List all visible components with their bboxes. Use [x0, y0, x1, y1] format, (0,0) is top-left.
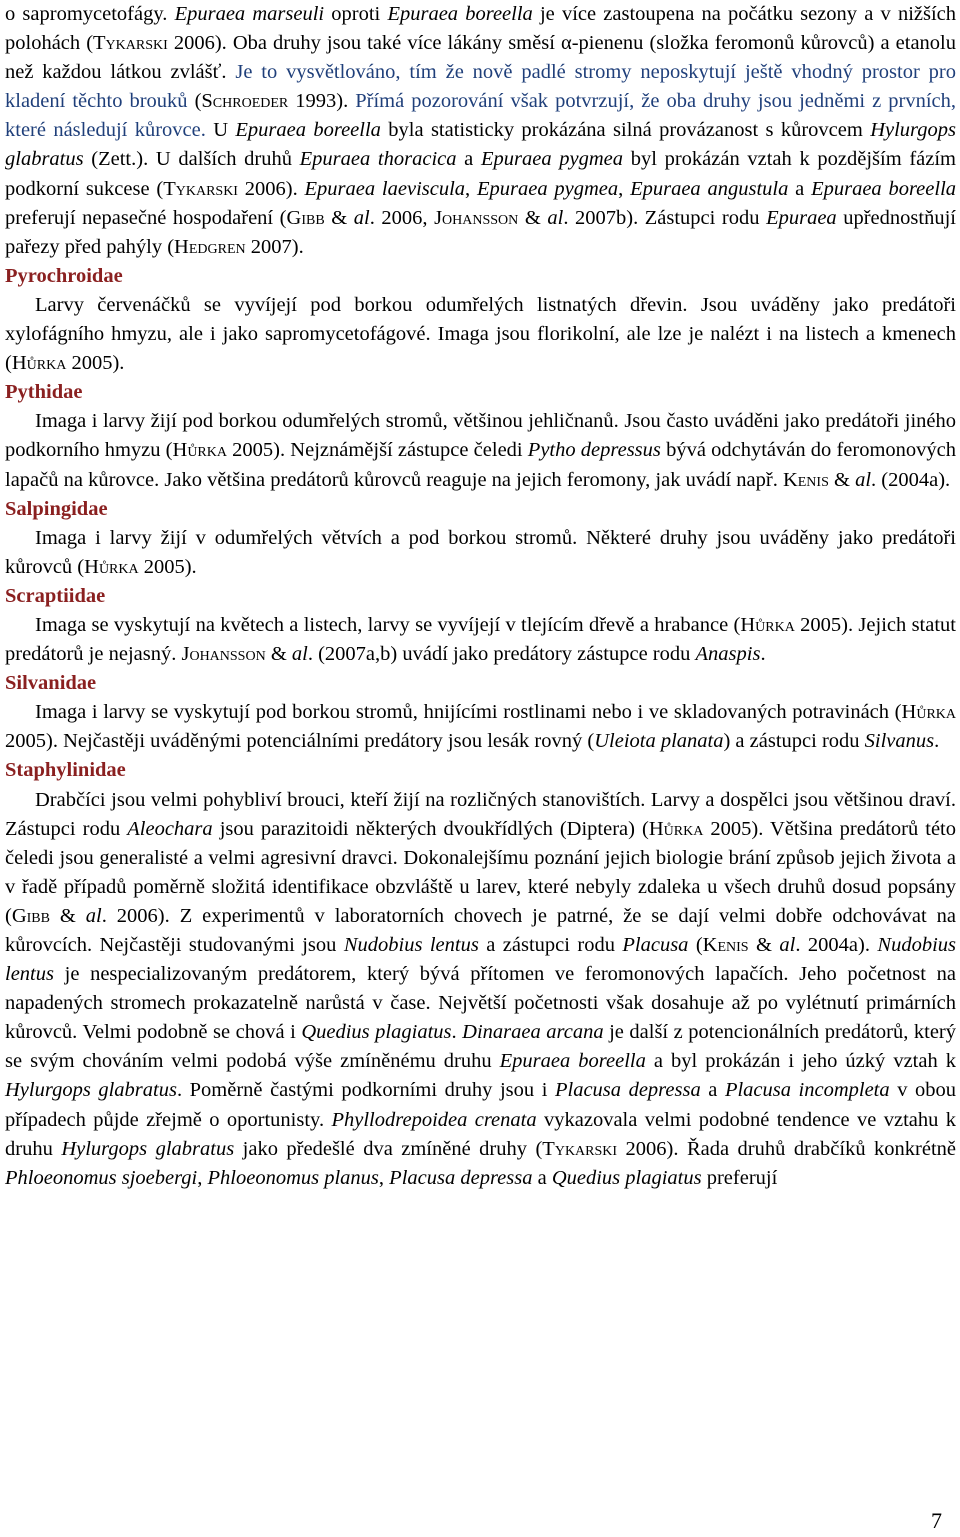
heading-staphylinidae: Staphylinidae [5, 759, 126, 782]
paragraph-scraptiidae: Imaga se vyskytují na květech a listech, larvy se vyvíjejí v tlejícím dřevě a hrabance (Hůrka 2005). Jejich statut predátorů je nejasný. Johansson & al. (2007a,b) uvádí jako predátory zástupce rodu Anaspis. [5, 613, 956, 666]
heading-salpingidae: Salpingidae [5, 497, 108, 520]
page-number: 7 [931, 1508, 942, 1533]
paragraph-intro: o sapromycetofágy. Epuraea marseuli oproti Epuraea boreella je více zastoupena na počátku sezony a v nižších polohách (Tykarski 2006). Oba druhy jsou také více lákány směsí α-pienenu (složka feromonů kůrovců) a etanolu než každou látkou zvlášť. Je to vysvětlováno, tím že nově padlé stromy neposkytují ještě vhodný prostor pro kladení těchto brouků (Schroeder 1993). Přímá pozorování však potvrzují, že oba druhy jsou jedněmi z prvních, které následují kůrovce. U Epuraea boreella byla statisticky prokázána silná provázanost s kůrovcem Hylurgops glabratus (Zett.). U dalších druhů Epuraea thoracica a Epuraea pygmea byl prokázán vztah k pozdějším fázím podkorní sukcese (Tykarski 2006). Epuraea laeviscula, Epuraea pygmea, Epuraea angustula a Epuraea boreella preferují nepasečné hospodaření (Gibb & al. 2006, Johansson & al. 2007b). Zástupci rodu Epuraea upřednostňují pařezy před pahýly (Hedgren 2007). [5, 3, 957, 258]
paragraph-staphylinidae: Drabčíci jsou velmi pohybliví brouci, kteří žijí na rozličných stanovištích. Larvy a dospělci jsou většinou draví. Zástupci rodu Aleochara jsou parazitoidi některých dvoukřídlých (Diptera) (Hůrka 2005). Většina predátorů této čeledi jsou generalisté a velmi agresivní dravci. Dokonalejšímu poznání jejich biologie brání způsob jejich života a v řadě případů poměrně složitá identifikace obzvláště u larev, které nebyly zdaleka u všech druhů dosud popsány (Gibb & al. 2006). Z experimentů v laboratorních chovech je patrné, že se dají velmi dobře odchovávat na kůrovcích. Nejčastěji studovanými jsou Nudobius lentus a zástupci rodu Placusa (Kenis & al. 2004a). Nudobius lentus je nespecializovaným predátorem, který bývá přítomen ve feromonových lapačích. Jeho početnost na napadených stromech prokazatelně narůstá v čase. Největší početnosti však dosahuje až po vylétnutí primárních kůrovců. Velmi podobně se chová i Quedius plagiatus. Dinaraea arcana je další z potencionálních predátorů, který se svým chováním velmi podobá výše zmíněnému druhu Epuraea boreella a byl prokázán i jeho úzký vztah k Hylurgops glabratus. Poměrně častými podkorními druhy jsou i Placusa depressa a Placusa incompleta v obou případech půjde zřejmě o oportunisty. Phyllodrepoidea crenata vykazovala velmi podobné tendence ve vztahu k druhu Hylurgops glabratus jako předešlé dva zmíněné druhy (Tykarski 2006). Řada druhů drabčíků konkrétně Phloeonomus sjoebergi, Phloeonomus planus, Placusa depressa a Quedius plagiatus preferují [5, 788, 957, 1189]
document-body [5, 0, 956, 1193]
heading-pyrochroidae: Pyrochroidae [5, 264, 123, 287]
heading-pythidae: Pythidae [5, 381, 83, 404]
paragraph-silvanidae: Imaga i larvy se vyskytují pod borkou stromů, hnijícími rostlinami nebo i ve skladovaných potravinách (Hůrka 2005). Nejčastěji uváděnými potenciálními predátory jsou lesák rovný (Uleiota planata) a zástupci rodu Silvanus. [5, 701, 956, 753]
heading-scraptiidae: Scraptiidae [5, 584, 106, 607]
paragraph-pythidae: Imaga i larvy žijí pod borkou odumřelých stromů, většinou jehličnanů. Jsou často uváděni jako predátoři jiného podkorního hmyzu (Hůrka 2005). Nejznámější zástupce čeledi Pytho depressus bývá odchytáván do feromonových lapačů na kůrovce. Jako většina predátorů kůrovců reaguje na jejich feromony, jak uvádí např. Kenis & al. (2004a). [5, 410, 956, 491]
heading-silvanidae: Silvanidae [5, 672, 97, 695]
paragraph-pyrochroidae: Larvy červenáčků se vyvíjejí pod borkou odumřelých listnatých dřevin. Jsou uváděny jako predátoři xylofágního hmyzu, ale i jako sapromycetofágové. Imaga jsou florikolní, ale lze je nalézt i na listech a kmenech (Hůrka 2005). [5, 293, 956, 375]
paragraph-salpingidae: Imaga i larvy žijí v odumřelých větvích a pod borkou stromů. Některé druhy jsou uváděny jako predátoři kůrovců (Hůrka 2005). [5, 526, 956, 578]
